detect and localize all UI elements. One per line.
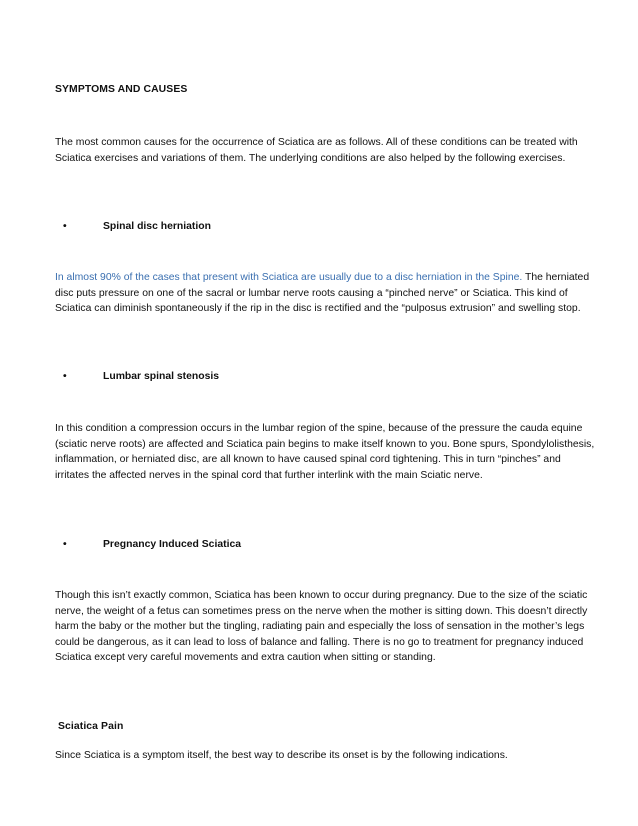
disc-herniation-paragraph [55,270,595,317]
paragraph-text: The herniated disc puts pressure on one of the sacral or lumbar nerve roots causing a “pinched nerve” or Sciatica. This kind of Sciatica can diminish spontaneously if the rip in the disc is rectified and the “pulposus extrusion” and swelling stop. [55,272,590,314]
bullet-icon: • [63,221,67,232]
bullet-label: Lumbar spinal stenosis [103,371,220,382]
sciatica-pain-heading: Sciatica Pain [55,721,124,732]
bullet-label: Pregnancy Induced Sciatica [103,539,242,550]
highlighted-text: In almost 90% of the cases that present with Sciatica are usually due to a disc herniation in the Spine. [55,272,523,283]
bullet-label: Spinal disc herniation [103,221,211,232]
bullet-icon: • [63,371,67,382]
section-heading: SYMPTOMS AND CAUSES [55,84,188,95]
intro-paragraph: The most common causes for the occurrence of Sciatica are as follows. All of these conditions can be treated with Sciatica exercises and variations of them. The underlying conditions are also helped by the following exercises. [55,137,578,164]
spinal-stenosis-paragraph: In this condition a compression occurs in the lumbar region of the spine, because of the pressure the cauda equine (sciatic nerve roots) are affected and Sciatica pain begins to make itself known to you. Bone spurs, Spondylolisthesis, inflammation, or herniated disc, are all known to have caused spinal cord tightening. This in turn “pinches” and irritates the affected nerves in the spinal cord that further interlink with the main Sciatic nerve. [55,423,595,481]
pregnancy-sciatica-paragraph: Though this isn’t exactly common, Sciatica has been known to occur during pregnancy. Due to the size of the sciatic nerve, the weight of a fetus can sometimes press on the nerve when the mother is sitting down. This doesn’t directly harm the baby or the mother but the tingling, radiating pain and especially the loss of sensation in the mother’s legs could be dangerous, as it can lead to loss of balance and falling. There is no go to treatment for pregnancy induced Sciatica except very careful movements and extra caution when sitting or standing. [55,590,588,663]
bullet-icon: • [63,539,67,550]
sciatica-pain-paragraph: Since Sciatica is a symptom itself, the best way to describe its onset is by the following indications. [55,750,508,761]
